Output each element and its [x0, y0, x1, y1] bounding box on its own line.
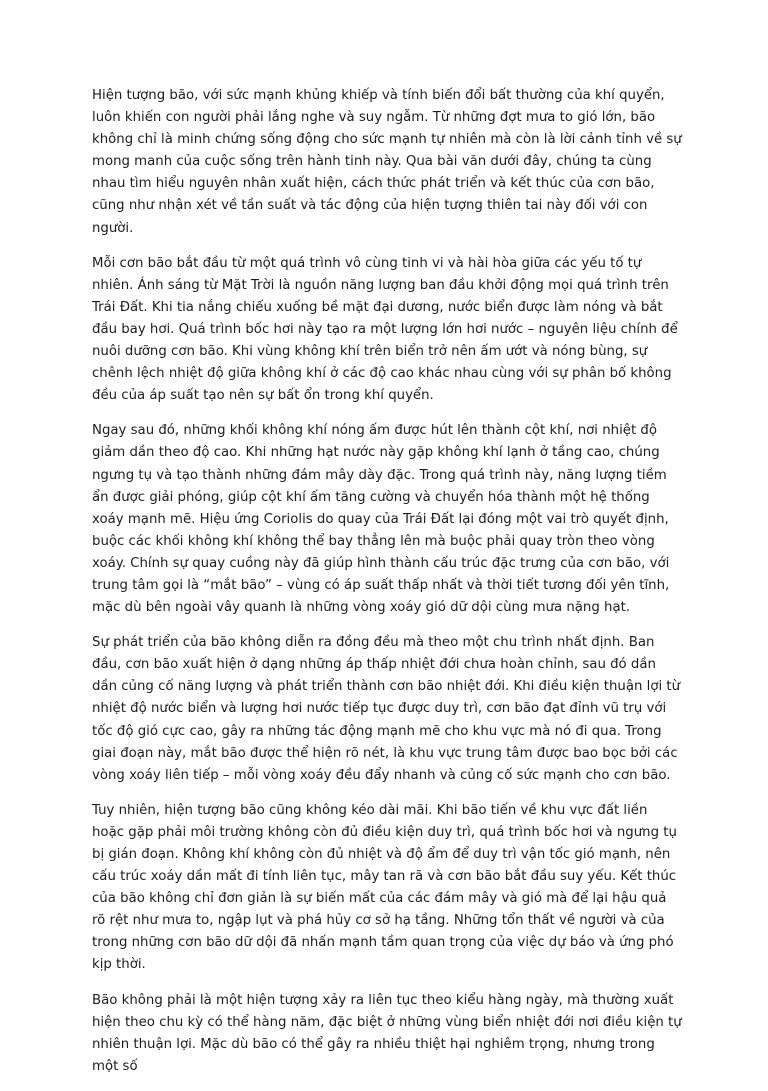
document-body [92, 85, 682, 1091]
paragraph-intro: Hiện tượng bão, với sức mạnh khủng khiếp và tính biến đổi bất thường của khí quyển, luôn khiến con người phải lắng nghe và suy ngẫm. Từ những đợt mưa to gió lớn, bão không chỉ là minh chứng sống động cho sức mạnh tự nhiên mà còn là lời cảnh tỉnh về sự mong manh của cuộc sống trên hành tinh này. Qua bài văn dưới đây, chúng ta cùng nhau tìm hiểu nguyên nhân xuất hiện, cách thức phát triển và kết thúc của cơn bão, cũng như nhận xét về tần suất và tác động của hiện tượng thiên tai này đối với con người. [92, 88, 682, 236]
paragraph-origin: Mỗi cơn bão bắt đầu từ một quá trình vô cùng tinh vi và hài hòa giữa các yếu tố tự nhiên. Ánh sáng từ Mặt Trời là nguồn năng lượng ban đầu khởi động mọi quá trình trên Trái Đất. Khi tia nắng chiếu xuống bề mặt đại dương, nước biển được làm nóng và bắt đầu bay hơi. Quá trình bốc hơi này tạo ra một lượng lớn hơi nước – nguyên liệu chính để nuôi dưỡng cơn bão. Khi vùng không khí trên biển trở nên ấm ướt và nóng bùng, sự chênh lệch nhiệt độ giữa không khí ở các độ cao khác nhau cùng với sự phân bố không đều của áp suất tạo nên sự bất ổn trong khí quyển. [92, 255, 678, 404]
paragraph-dissipation: Tuy nhiên, hiện tượng bão cũng không kéo dài mãi. Khi bão tiến về khu vực đất liền hoặc gặp phải môi trường không còn đủ điều kiện duy trì, quá trình bốc hơi và ngưng tụ bị gián đoạn. Không khí không còn đủ nhiệt và độ ẩm để duy trì vận tốc gió mạnh, nên cấu trúc xoáy dần mất đi tính liên tục, mây tan rã và cơn bão bắt đầu suy yếu. Kết thúc của bão không chỉ đơn giản là sự biến mất của các đám mây và gió mà để lại hậu quả rõ rệt như mưa to, ngập lụt và phá hủy cơ sở hạ tầng. Những tổn thất về người và của trong những cơn bão dữ dội đã nhấn mạnh tầm quan trọng của việc dự báo và ứng phó kịp thời. [92, 802, 677, 973]
paragraph-development: Sự phát triển của bão không diễn ra đồng đều mà theo một chu trình nhất định. Ban đầu, cơn bão xuất hiện ở dạng những áp thấp nhiệt đới chưa hoàn chỉnh, sau đó dần dần củng cố năng lượng và phát triển thành cơn bão nhiệt đới. Khi điều kiện thuận lợi từ nhiệt độ nước biển và lượng hơi nước tiếp tục được duy trì, cơn bão đạt đỉnh vũ trụ với tốc độ gió cực cao, gây ra những tác động mạnh mẽ cho khu vực mà nó đi qua. Trong giai đoạn này, mắt bão được thể hiện rõ nét, là khu vực trung tâm được bao bọc bởi các vòng xoáy liên tiếp – mỗi vòng xoáy đều đẩy nhanh và củng cố sức mạnh cho cơn bão. [92, 635, 681, 783]
paragraph-frequency: Bão không phải là một hiện tượng xảy ra liên tục theo kiểu hàng ngày, mà thường xuất hiện theo chu kỳ có thể hàng năm, đặc biệt ở những vùng biển nhiệt đới nơi điều kiện tự nhiên thuận lợi. Mặc dù bão có thể gây ra nhiều thiệt hại nghiêm trọng, nhưng trong một số [92, 992, 682, 1074]
paragraph-formation: Ngay sau đó, những khối không khí nóng ấm được hút lên thành cột khí, nơi nhiệt độ giảm dần theo độ cao. Khi những hạt nước này gặp không khí lạnh ở tầng cao, chúng ngưng tụ và tạo thành những đám mây dày đặc. Trong quá trình này, năng lượng tiềm ẩn được giải phóng, giúp cột khí ấm tăng cường và chuyển hóa thành một hệ thống xoáy mạnh mẽ. Hiệu ứng Coriolis do quay của Trái Đất lại đóng một vai trò quyết định, buộc các khối không khí không thể bay thẳng lên mà buộc phải quay tròn theo vòng xoáy. Chính sự quay cuồng này đã giúp hình thành cấu trúc đặc trưng của cơn bão, với trung tâm gọi là “mắt bão” – vùng có áp suất thấp nhất và thời tiết tương đối yên tĩnh, mặc dù bên ngoài vây quanh là những vòng xoáy gió dữ dội cùng mưa nặng hạt. [92, 423, 670, 616]
